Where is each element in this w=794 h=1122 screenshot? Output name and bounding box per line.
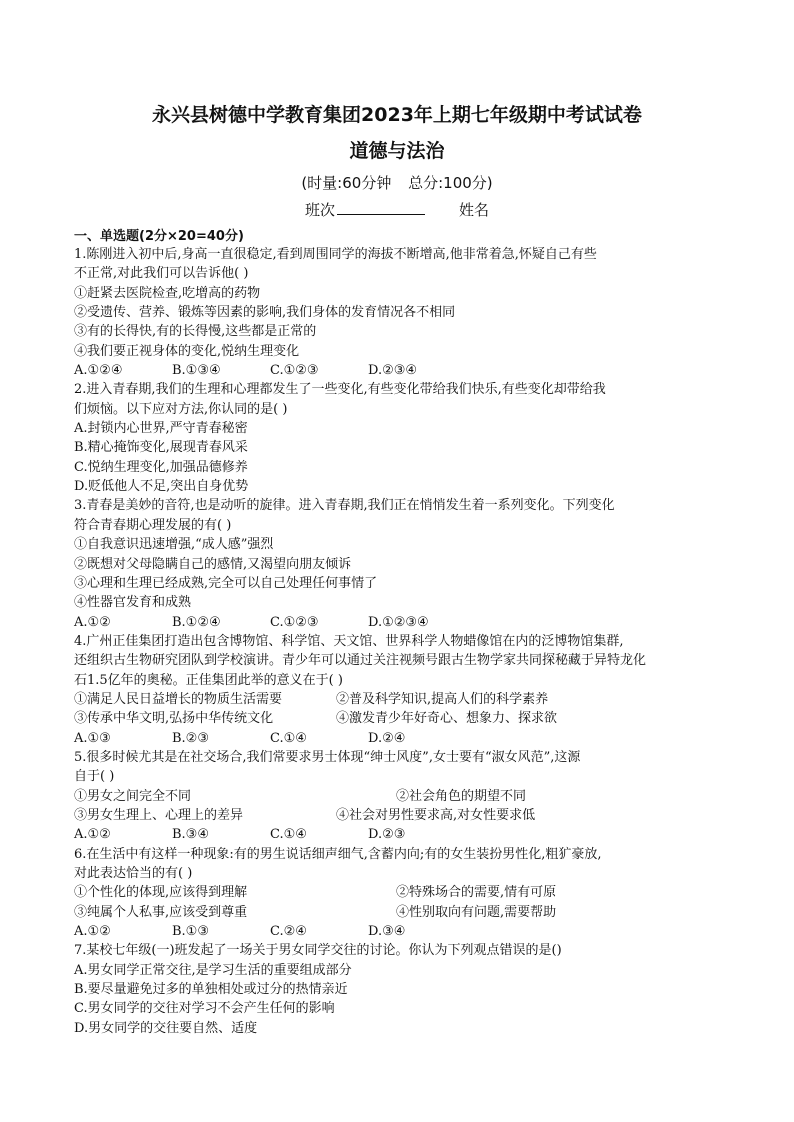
choice-d[interactable]: D.男女同学的交往要自然、适度 xyxy=(74,1020,258,1036)
choice-b[interactable]: B.①③④ xyxy=(172,363,221,379)
choice-c[interactable]: C.②④ xyxy=(270,924,307,940)
choice-b[interactable]: B.要尽量避免过多的单独相处或过分的热情亲近 xyxy=(74,982,348,998)
question-stem: 石1.5亿年的奥秘。正佳集团此举的意义在于( ) xyxy=(74,672,343,688)
exam-score: 总分:100分) xyxy=(408,174,493,192)
choice-a[interactable]: A.①③ xyxy=(74,730,111,746)
statement: ③传承中华文明,弘扬中华传统文化 xyxy=(74,711,274,727)
name-label: 姓名 xyxy=(459,201,490,219)
exam-title: 永兴县树德中学教育集团2023年上期七年级期中考试试卷 xyxy=(152,104,642,126)
choice-a[interactable]: A.①② xyxy=(74,924,111,940)
answer-choices xyxy=(74,729,724,748)
statement-row xyxy=(74,690,724,709)
choice-d[interactable]: D.③④ xyxy=(368,924,406,940)
statement: ②既想对父母隐瞒自己的感情,又渴望向朋友倾诉 xyxy=(74,556,352,572)
statement: ③心理和生理已经成熟,完全可以自己处理任何事情了 xyxy=(74,575,378,591)
statement: ①赶紧去医院检查,吃增高的药物 xyxy=(74,285,261,301)
question-stem: 7.某校七年级(一)班发起了一场关于男女同学交往的讨论。你认为下列观点错误的是() xyxy=(74,943,562,959)
student-info-line xyxy=(0,199,794,220)
statement-row xyxy=(74,883,724,902)
choice-d[interactable]: D.②④ xyxy=(368,730,406,746)
choice-d[interactable]: D.②③④ xyxy=(368,363,418,379)
exam-time: (时量:60分钟 xyxy=(301,174,392,192)
question-list xyxy=(74,245,724,1038)
class-label: 班次 xyxy=(304,201,335,219)
question-stem: 符合青春期心理发展的有( ) xyxy=(74,517,232,533)
statement: ③男女生理上、心理上的差异 xyxy=(74,807,244,823)
choice-c[interactable]: C.①②③ xyxy=(270,363,319,379)
question-stem: 还组织古生物研究团队到学校演讲。青少年可以通过关注视频号跟古生物学家共同探秘藏于异特龙化 xyxy=(74,653,647,669)
statement: ④激发青少年好奇心、想象力、探求欲 xyxy=(336,711,558,727)
choice-b[interactable]: B.③④ xyxy=(172,827,209,843)
choice-a[interactable]: A.①② xyxy=(74,827,111,843)
choice-a[interactable]: A.封锁内心世界,严守青春秘密 xyxy=(74,421,248,437)
question-stem: 自于( ) xyxy=(74,769,115,785)
choice-c[interactable]: C.男女同学的交往对学习不会产生任何的影响 xyxy=(74,1001,335,1017)
statement: ②社会角色的期望不同 xyxy=(396,788,527,804)
answer-choices xyxy=(74,825,724,844)
statement-row xyxy=(74,903,724,922)
choice-d[interactable]: D.贬低他人不足,突出自身优势 xyxy=(74,479,249,495)
choice-a[interactable]: A.①② xyxy=(74,614,111,630)
section-heading: 一、单选题(2分×20=40分) xyxy=(74,229,244,244)
choice-d[interactable]: D.①②③④ xyxy=(368,614,429,630)
question-stem: 2.进入青春期,我们的生理和心理都发生了一些变化,有些变化带给我们快乐,有些变化却带给我 xyxy=(74,382,606,398)
answer-choices xyxy=(74,613,724,632)
choice-b[interactable]: B.②③ xyxy=(172,730,209,746)
question-stem: 们烦恼。以下应对方法,你认同的是( ) xyxy=(74,401,288,417)
statement-row xyxy=(74,806,724,825)
choice-c[interactable]: C.①②③ xyxy=(270,614,319,630)
choice-d[interactable]: D.②③ xyxy=(368,827,406,843)
choice-a[interactable]: A.男女同学正常交往,是学习生活的重要组成部分 xyxy=(74,962,352,978)
choice-c[interactable]: C.①④ xyxy=(270,827,307,843)
statement: ②受遗传、营养、锻炼等因素的影响,我们身体的发育情况各不相同 xyxy=(74,305,456,321)
choice-b[interactable]: B.①③ xyxy=(172,924,209,940)
statement-row xyxy=(74,709,724,728)
statement: ①男女之间完全不同 xyxy=(74,788,192,804)
question-stem: 5.很多时候尤其是在社交场合,我们常要求男士体现“绅士风度”,女士要有“淑女风范”,这源 xyxy=(74,749,581,765)
exam-subject: 道德与法治 xyxy=(349,140,445,162)
question-stem: 对此表达恰当的有( ) xyxy=(74,866,193,881)
statement: ①个性化的体现,应该得到理解 xyxy=(74,885,248,901)
statement: ④性别取向有问题,需要帮助 xyxy=(396,904,557,920)
statement: ③纯属个人私事,应该受到尊重 xyxy=(74,904,248,920)
exam-meta xyxy=(0,172,794,193)
statement: ②普及科学知识,提高人们的科学素养 xyxy=(336,691,549,707)
question-stem: 不正常,对此我们可以告诉他( ) xyxy=(74,266,249,282)
question-stem: 6.在生活中有这样一种现象:有的男生说话细声细气,含蓄内向;有的女生装扮男性化,粗犷豪放, xyxy=(74,846,602,862)
statement: ①自我意识迅速增强,“成人感”强烈 xyxy=(74,537,274,553)
choice-a[interactable]: A.①②④ xyxy=(74,363,123,379)
answer-choices xyxy=(74,361,724,380)
statement: ①满足人民日益增长的物质生活需要 xyxy=(74,691,283,707)
question-stem: 4.广州正佳集团打造出包含博物馆、科学馆、天文馆、世界科学人物蜡像馆在内的泛博物馆集群, xyxy=(74,633,624,649)
question-stem: 3.青春是美妙的音符,也是动听的旋律。进入青春期,我们正在悄悄发生着一系列变化。下列变化 xyxy=(74,498,615,514)
statement: ④我们要正视身体的变化,悦纳生理变化 xyxy=(74,343,300,359)
statement: ③有的长得快,有的长得慢,这些都是正常的 xyxy=(74,324,317,340)
choice-b[interactable]: B.精心掩饰变化,展现青春风采 xyxy=(74,440,248,456)
answer-choices xyxy=(74,922,724,941)
statement-row xyxy=(74,787,724,806)
choice-c[interactable]: C.①④ xyxy=(270,730,307,746)
statement: ②特殊场合的需要,情有可原 xyxy=(396,885,557,901)
choice-c[interactable]: C.悦纳生理变化,加强品德修养 xyxy=(74,459,248,475)
class-blank[interactable] xyxy=(337,200,425,215)
choice-b[interactable]: B.①②④ xyxy=(172,614,221,630)
question-stem: 1.陈刚进入初中后,身高一直很稳定,看到周围同学的海拔不断增高,他非常着急,怀疑自己有些 xyxy=(74,247,597,262)
statement: ④社会对男性要求高,对女性要求低 xyxy=(336,807,536,823)
statement: ④性器官发育和成熟 xyxy=(74,595,192,611)
